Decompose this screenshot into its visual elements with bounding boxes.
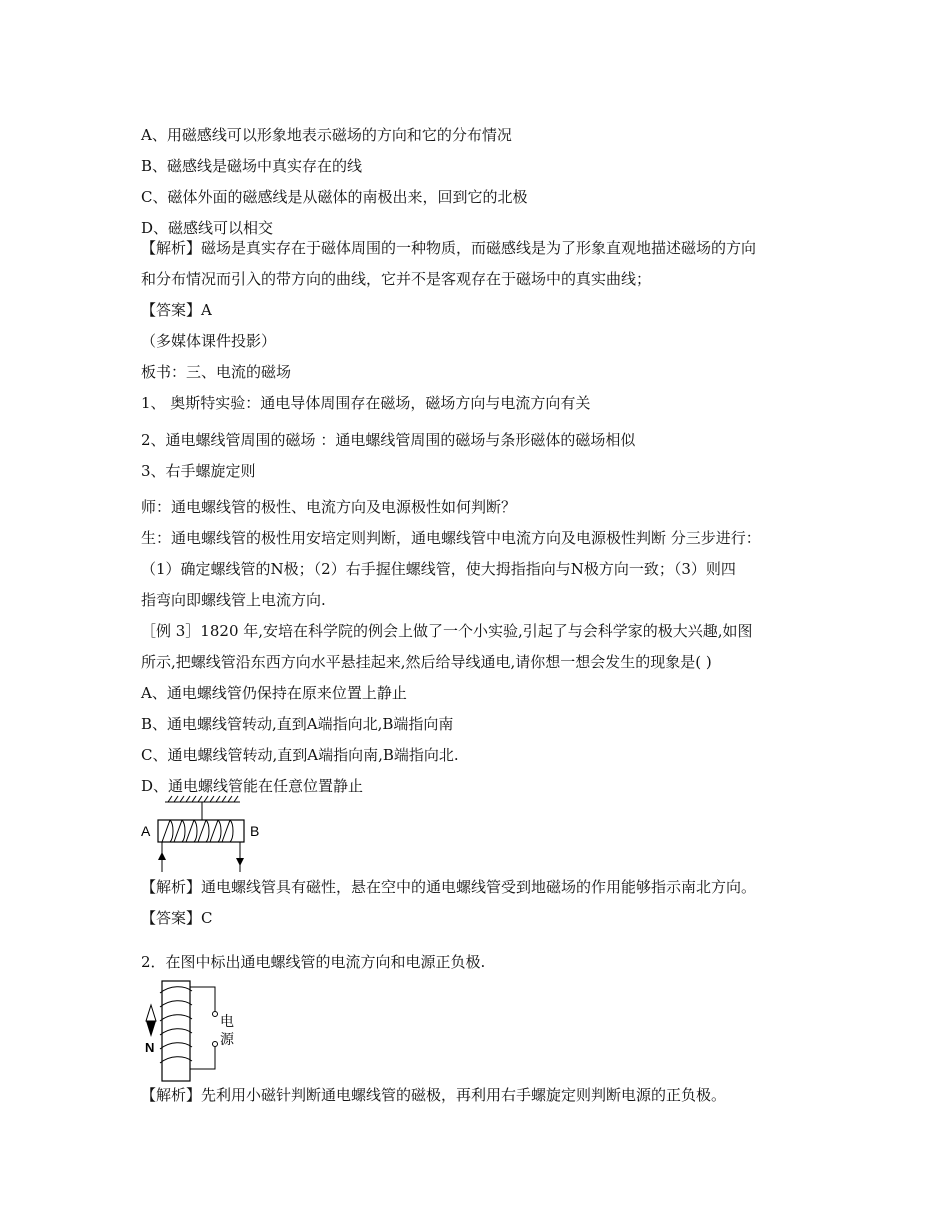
solenoid-coil [160,987,192,1063]
power-label-1: 电 [220,1014,234,1030]
analysis-2: 【解析】通电螺线管具有磁性，悬在空中的通电螺线管受到地磁场的作用能够指示南北方向。 [141,878,757,896]
current-arrow-down-icon [236,858,244,866]
option-a: A、用磁感线可以形象地表示磁场的方向和它的分布情况 [141,126,512,144]
answer-1: 【答案】A [141,301,212,319]
board-item-2: 2、通电螺线管周围的磁场 ：通电螺线管周围的磁场与条形磁体的磁场相似 [141,431,636,449]
analysis-1-line-1: 【解析】磁场是真实存在于磁体周围的一种物质，而磁感线是为了形象直观地描述磁场的方向 [141,239,757,257]
example-3-line-2: 所示,把螺线管沿东西方向水平悬挂起来,然后给导线通电,请你想一想会发生的现象是( ) [141,653,712,671]
example-3-option-c: C、通电螺线管转动,直到A端指向南,B端指向北. [141,746,459,764]
figure-vertical-solenoid [140,975,250,1085]
example-3-option-b: B、通电螺线管转动,直到A端指向北,B端指向南 [141,715,454,733]
solenoid-body [158,820,244,842]
board-heading: 板书：三、电流的磁场 [141,363,292,381]
board-item-3: 3、右手螺旋定则 [141,462,256,480]
compass-needle-icon [146,1005,156,1037]
ceiling-hatch [165,796,240,802]
analysis-3: 【解析】先利用小磁针判断通电螺线管的磁极，再利用右手螺旋定则判断电源的正负极。 [141,1086,727,1104]
example-3-option-a: A、通电螺线管仍保持在原来位置上静止 [141,684,407,702]
solenoid-coil [162,820,233,842]
board-item-1: 1、 奥斯特实验：通电导体周围存在磁场，磁场方向与电流方向有关 [141,394,591,412]
student-answer-line-1: 生：通电螺线管的极性用安培定则判断，通电螺线管中电流方向及电源极性判断 分三步进行： [141,529,761,547]
end-label-b: B [250,823,260,839]
question-2: 2．在图中标出通电螺线管的电流方向和电源正负极. [141,953,486,971]
current-arrow-up-icon [158,852,166,860]
multimedia-note: （多媒体课件投影） [141,332,277,350]
power-terminal-bottom [213,1042,218,1047]
needle-label-n: N [145,1040,155,1055]
example-3-option-d: D、通电螺线管能在任意位置静止 [141,777,364,795]
figure-suspended-solenoid [140,794,270,878]
power-terminal-top [213,1012,218,1017]
lead-wires [190,987,215,1069]
answer-2: 【答案】C [141,909,213,927]
option-c: C、磁体外面的磁感线是从磁体的南极出来，回到它的北极 [141,188,528,206]
option-b: B、磁感线是磁场中真实存在的线 [141,157,363,175]
example-3-line-1: ［例 3］1820 年,安培在科学院的例会上做了一个小实验,引起了与会科学家的极大兴趣,如图 [141,622,753,640]
option-d: D、磁感线可以相交 [141,219,274,237]
teacher-question: 师：通电螺线管的极性、电流方向及电源极性如何判断？ [141,498,517,516]
end-label-a: A [141,823,151,839]
student-answer-line-3: 指弯向即螺线管上电流方向. [141,591,326,609]
analysis-1-line-2: 和分布情况而引入的带方向的曲线，它并不是客观存在于磁场中的真实曲线； [141,270,652,288]
power-label-2: 源 [220,1032,234,1048]
student-answer-line-2: （1）确定螺线管的N极；（2）右手握住螺线管，使大拇指指向与N极方向一致；（3）则四 [141,560,736,578]
